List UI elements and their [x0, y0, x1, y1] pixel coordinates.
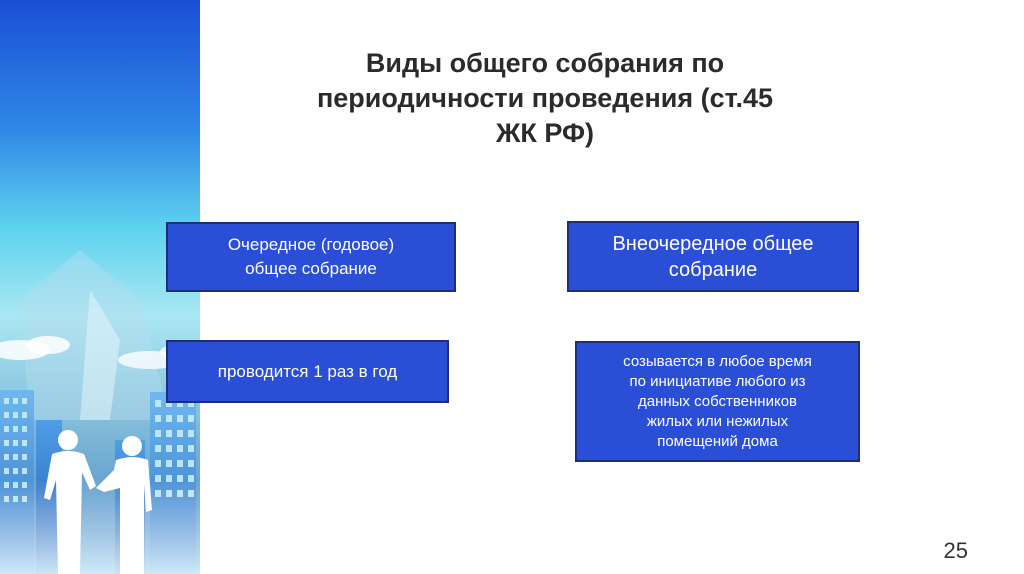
page-number: 25 — [943, 538, 968, 563]
regular-meeting-box: Очередное (годовое) общее собрание — [166, 222, 456, 292]
slide-title: Виды общего собрания по периодичности проведения (ст.45 ЖК РФ) — [316, 48, 773, 148]
extraordinary-meeting-box: Внеочередное общее собрание — [567, 221, 859, 292]
regular-frequency-box: проводится 1 раз в год — [166, 340, 449, 403]
extraordinary-convened-box: созывается в любое время по инициативе любого из данных собственников жилых или нежилых помещений дома — [575, 341, 860, 462]
